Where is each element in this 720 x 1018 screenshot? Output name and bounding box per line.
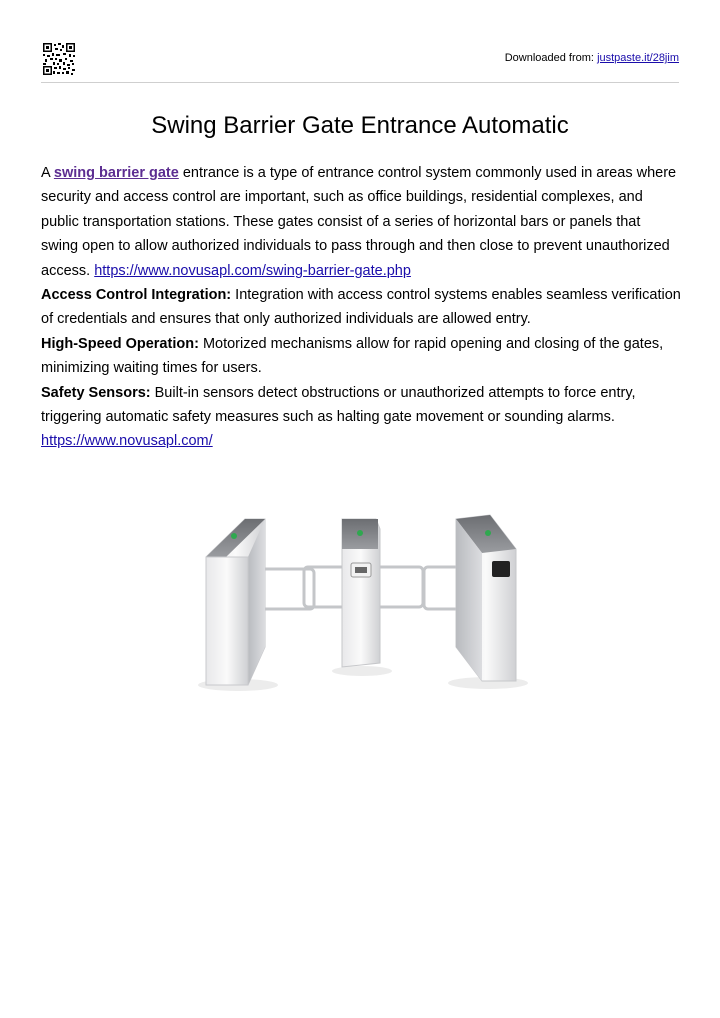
intro-prefix: A <box>41 165 50 181</box>
download-source <box>505 52 679 64</box>
feature-text: Integration with access control systems enables seamless verification of credentials and ensures that only authorized individuals are allowed entry. <box>41 287 681 328</box>
homepage-link[interactable]: https://www.novusapl.com/ <box>41 433 213 450</box>
header-divider <box>41 82 679 83</box>
feature-label: Access Control Integration: <box>41 287 232 304</box>
downloaded-label: Downloaded from: <box>504 52 594 64</box>
feature-text: Built-in sensors detect obstructions or unauthorized attempts to force entry, triggering automatic safety measures such as halting gate movement or sounding alarms. <box>41 384 636 426</box>
source-link[interactable]: justpaste.it/28jim <box>597 52 679 64</box>
feature-label: High-Speed Operation: <box>41 335 199 352</box>
qr-code-icon <box>43 43 75 75</box>
intro-text: entrance is a type of entrance control system commonly used in areas where security and access control are important, such as office buildings, residential complexes, and public transportation stations. These gates consist of a series of horizontal bars or panels that swing open to allow authorized individuals to pass through and then close to prevent unauthorized access. <box>41 165 677 279</box>
feature-high-speed <box>41 332 681 381</box>
product-page-link[interactable]: https://www.novusapl.com/swing-barrier-gate.php <box>94 262 411 279</box>
feature-text: Motorized mechanisms allow for rapid opening and closing of the gates, minimizing waiting times for users. <box>41 335 664 377</box>
swing-barrier-gate-image <box>170 457 550 730</box>
keyword-link[interactable]: swing barrier gate <box>53 165 179 181</box>
article-body <box>41 161 681 454</box>
intro-paragraph <box>41 161 681 283</box>
footer-link-paragraph <box>41 429 681 453</box>
page-title: Swing Barrier Gate Entrance Automatic <box>151 112 569 139</box>
feature-safety-sensors <box>41 381 681 430</box>
feature-label: Safety Sensors: <box>41 384 151 401</box>
feature-access-control <box>41 283 681 332</box>
